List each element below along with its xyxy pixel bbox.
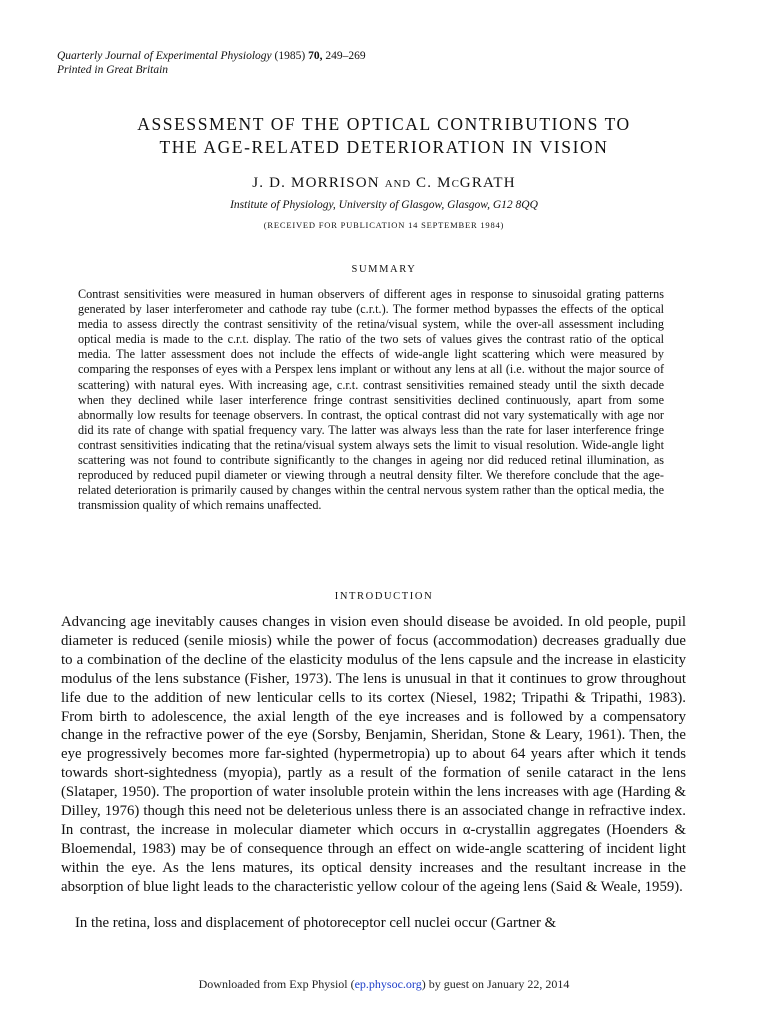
journal-year: (1985): [274, 50, 306, 62]
footer-suffix: ) by guest on January 22, 2014: [421, 977, 570, 991]
journal-pages: 249–269: [325, 50, 366, 62]
summary-text: Contrast sensitivities were measured in human observers of different ages in response to sinusoidal grating patterns generated by laser interferometer and cathode ray tube (c.r.t.). The former method bypasses the effects of the optical media to assess directly the contrast sensitivity of the retina/visual system, while the over-all assessment including optical media is made to the c.r.t. display. The ratio of the two sets of values gives the contrast ratio of the optical media. The latter assessment does not include the effects of wide-angle light scattering which were measured by comparing the responses of eyes with a Perspex lens implant or without any lens at all (i.e. without the major source of scattering) with natural eyes. With increasing age, c.r.t. contrast sensitivities remained steady until the sixth decade when they declined while laser interference fringe contrast sensitivities declined continuously, apart from some abnormally low results for teenage observers. In contrast, the optical contrast did not vary systematically with age nor did its rate of change with spatial frequency vary. The latter was always less than the rate for laser interference fringe contrast sensitivities indicating that the retina/visual system always sets the limit to visual resolution. Wide-angle light scattering was not found to contribute significantly to the changes in ageing nor did reduced retinal illumination, as reproduced by reduced pupil diameter or viewing through a neutral density filter. We therefore conclude that the age-related deterioration is primarily caused by changes within the central nervous system rather than the optical media, the transmission quality of which remains unaffected.: [78, 287, 664, 513]
printed-in: Printed in Great Britain: [57, 64, 169, 76]
received-date: (RECEIVED FOR PUBLICATION 14 SEPTEMBER 1984): [263, 220, 505, 230]
author-2-rest: GRATH: [459, 175, 516, 191]
author-2-initial: C. M: [415, 175, 452, 191]
introduction-heading: INTRODUCTION: [334, 591, 434, 602]
introduction-paragraph-2: In the retina, loss and displacement of photoreceptor cell nuclei occur (Gartner &: [75, 915, 557, 931]
article-title: [40, 113, 728, 159]
journal-name: Quarterly Journal of Experimental Physiology: [57, 50, 272, 62]
summary-heading: SUMMARY: [351, 264, 417, 275]
journal-volume: 70,: [308, 50, 323, 62]
author-2-smallcaps: C: [451, 178, 460, 190]
download-footer: [0, 977, 768, 992]
journal-citation: [57, 49, 366, 77]
introduction-paragraph-1: Advancing age inevitably causes changes in vision even should disease be avoided. In old people, pupil diameter is reduced (senile miosis) while the power of focus (accommodation) decreases gradually due to a combination of the decline of the elasticity modulus of the lens capsule and the increase in elasticity modulus of the lens substance (Fisher, 1973). The lens is unusual in that it continues to grow throughout life due to the addition of new lenticular cells to its cortex (Niesel, 1982; Tripathi & Tripathi, 1983). From birth to adolescence, the axial length of the eye increases and is followed by a compensatory change in the refractive power of the eye (Sorsby, Benjamin, Sheridan, Stone & Leary, 1961). Then, the eye progressively becomes more far-sighted (hypermetropia) up to about 64 years after which it tends towards short-sightedness (myopia), partly as a result of the formation of senile cataract in the lens (Slataper, 1950). The proportion of water insoluble protein within the lens increases with age (Harding & Dilley, 1976) though this need not be deleterious unless there is an associated change in refractive index. In contrast, the increase in molecular diameter which occurs in α-crystallin aggregates (Hoenders & Bloemendal, 1983) may be of consequence through an effect on wide-angle scattering of incident light within the eye. As the lens matures, its optical density increases and the resultant increase in the absorption of blue light leads to the characteristic yellow colour of the ageing lens (Said & Weale, 1959).: [61, 614, 686, 895]
authors: [0, 175, 768, 192]
author-1: J. D. MORRISON: [252, 175, 380, 191]
title-line-1: ASSESSMENT OF THE OPTICAL CONTRIBUTIONS TO: [137, 114, 631, 134]
footer-link[interactable]: ep.physoc.org: [354, 977, 422, 991]
institute: Institute of Physiology, University of Glasgow, Glasgow, G12 8QQ: [230, 199, 538, 211]
title-line-2: THE AGE-RELATED DETERIORATION IN VISION: [159, 137, 609, 157]
author-and: AND: [384, 178, 412, 190]
footer-prefix: Downloaded from Exp Physiol (: [198, 977, 355, 991]
